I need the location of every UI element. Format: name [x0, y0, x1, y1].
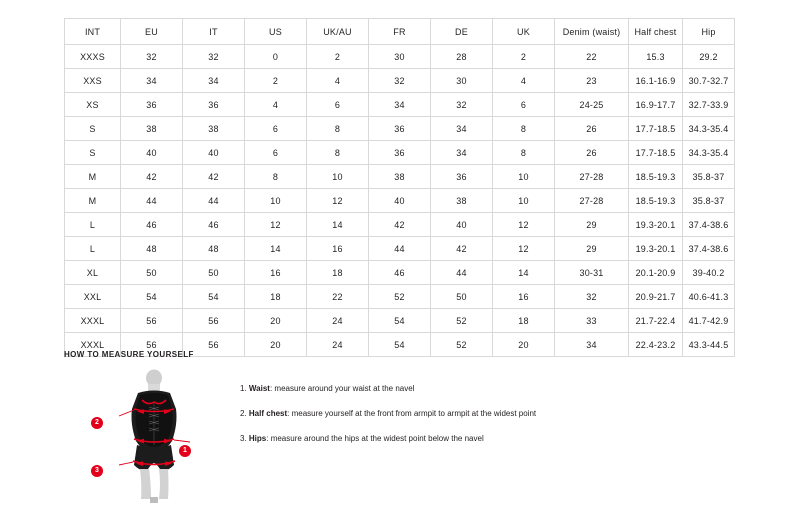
- cell-denim-waist: 26: [555, 117, 629, 141]
- measure-notes: [240, 369, 536, 458]
- cell-de: 52: [431, 333, 493, 357]
- cell-hip: 43.3-44.5: [683, 333, 735, 357]
- cell-denim-waist: 26: [555, 141, 629, 165]
- cell-uk-au: 4: [307, 69, 369, 93]
- mannequin-illustration: [104, 369, 204, 504]
- cell-de: 42: [431, 237, 493, 261]
- badge-3-hips: 3: [91, 465, 103, 477]
- cell-uk-au: 6: [307, 93, 369, 117]
- column-header-half-chest: Half chest: [629, 19, 683, 45]
- cell-int: XXL: [65, 285, 121, 309]
- cell-eu: 56: [121, 309, 183, 333]
- cell-uk: 8: [493, 141, 555, 165]
- cell-us: 6: [245, 117, 307, 141]
- cell-fr: 34: [369, 93, 431, 117]
- cell-uk-au: 24: [307, 333, 369, 357]
- table-row: [65, 285, 735, 309]
- cell-eu: 36: [121, 93, 183, 117]
- table-header-row: [65, 19, 735, 45]
- cell-de: 34: [431, 141, 493, 165]
- cell-it: 40: [183, 141, 245, 165]
- cell-eu: 46: [121, 213, 183, 237]
- cell-it: 34: [183, 69, 245, 93]
- cell-uk: 2: [493, 45, 555, 69]
- column-header-de: DE: [431, 19, 493, 45]
- cell-fr: 42: [369, 213, 431, 237]
- cell-uk-au: 24: [307, 309, 369, 333]
- table-row: [65, 189, 735, 213]
- cell-eu: 38: [121, 117, 183, 141]
- cell-int: M: [65, 165, 121, 189]
- badge-2-half-chest: 2: [91, 417, 103, 429]
- cell-us: 18: [245, 285, 307, 309]
- cell-hip: 34.3-35.4: [683, 141, 735, 165]
- column-header-uk-au: UK/AU: [307, 19, 369, 45]
- cell-denim-waist: 29: [555, 237, 629, 261]
- cell-uk: 12: [493, 237, 555, 261]
- cell-denim-waist: 33: [555, 309, 629, 333]
- cell-it: 44: [183, 189, 245, 213]
- cell-int: XXXL: [65, 333, 121, 357]
- cell-int: M: [65, 189, 121, 213]
- cell-hip: 34.3-35.4: [683, 117, 735, 141]
- cell-hip: 29.2: [683, 45, 735, 69]
- cell-uk-au: 16: [307, 237, 369, 261]
- cell-eu: 32: [121, 45, 183, 69]
- cell-de: 40: [431, 213, 493, 237]
- cell-it: 50: [183, 261, 245, 285]
- cell-hip: 39-40.2: [683, 261, 735, 285]
- cell-fr: 54: [369, 333, 431, 357]
- cell-int: S: [65, 117, 121, 141]
- cell-uk-au: 18: [307, 261, 369, 285]
- cell-eu: 56: [121, 333, 183, 357]
- size-table-body: [65, 45, 735, 357]
- table-row: [65, 93, 735, 117]
- cell-us: 16: [245, 261, 307, 285]
- cell-uk-au: 12: [307, 189, 369, 213]
- cell-it: 46: [183, 213, 245, 237]
- cell-it: 48: [183, 237, 245, 261]
- cell-fr: 38: [369, 165, 431, 189]
- cell-de: 50: [431, 285, 493, 309]
- cell-fr: 30: [369, 45, 431, 69]
- table-row: [65, 165, 735, 189]
- cell-int: L: [65, 237, 121, 261]
- cell-denim-waist: 22: [555, 45, 629, 69]
- cell-de: 38: [431, 189, 493, 213]
- table-row: [65, 69, 735, 93]
- cell-fr: 46: [369, 261, 431, 285]
- cell-denim-waist: 27-28: [555, 165, 629, 189]
- cell-denim-waist: 30-31: [555, 261, 629, 285]
- note-index: 2.: [240, 409, 247, 418]
- cell-us: 2: [245, 69, 307, 93]
- cell-half-chest: 18.5-19.3: [629, 165, 683, 189]
- cell-int: XXS: [65, 69, 121, 93]
- cell-int: XXXL: [65, 309, 121, 333]
- cell-eu: 48: [121, 237, 183, 261]
- cell-half-chest: 19.3-20.1: [629, 237, 683, 261]
- cell-uk: 12: [493, 213, 555, 237]
- cell-half-chest: 19.3-20.1: [629, 213, 683, 237]
- note-term: Hips: [248, 434, 267, 443]
- cell-int: XS: [65, 93, 121, 117]
- cell-fr: 52: [369, 285, 431, 309]
- cell-denim-waist: 34: [555, 333, 629, 357]
- cell-us: 4: [245, 93, 307, 117]
- cell-de: 34: [431, 117, 493, 141]
- cell-uk: 18: [493, 309, 555, 333]
- table-row: [65, 261, 735, 285]
- size-table-header: [65, 19, 735, 45]
- cell-de: 52: [431, 309, 493, 333]
- measure-body: [64, 369, 744, 504]
- cell-uk-au: 8: [307, 117, 369, 141]
- cell-hip: 32.7-33.9: [683, 93, 735, 117]
- column-header-int: INT: [65, 19, 121, 45]
- cell-uk: 10: [493, 165, 555, 189]
- cell-hip: 37.4-38.6: [683, 213, 735, 237]
- cell-it: 32: [183, 45, 245, 69]
- cell-it: 38: [183, 117, 245, 141]
- cell-uk-au: 2: [307, 45, 369, 69]
- cell-half-chest: 15.3: [629, 45, 683, 69]
- cell-us: 20: [245, 309, 307, 333]
- cell-uk: 20: [493, 333, 555, 357]
- cell-hip: 30.7-32.7: [683, 69, 735, 93]
- cell-denim-waist: 24-25: [555, 93, 629, 117]
- note-text: : measure around your waist at the navel: [269, 384, 415, 393]
- cell-it: 56: [183, 333, 245, 357]
- cell-fr: 36: [369, 141, 431, 165]
- cell-us: 14: [245, 237, 307, 261]
- table-row: [65, 141, 735, 165]
- cell-de: 36: [431, 165, 493, 189]
- cell-half-chest: 20.9-21.7: [629, 285, 683, 309]
- table-row: [65, 45, 735, 69]
- cell-it: 54: [183, 285, 245, 309]
- cell-int: XXXS: [65, 45, 121, 69]
- cell-half-chest: 20.1-20.9: [629, 261, 683, 285]
- column-header-hip: Hip: [683, 19, 735, 45]
- size-table: [64, 18, 735, 357]
- cell-hip: 35.8-37: [683, 189, 735, 213]
- cell-it: 42: [183, 165, 245, 189]
- cell-fr: 32: [369, 69, 431, 93]
- cell-us: 12: [245, 213, 307, 237]
- cell-denim-waist: 32: [555, 285, 629, 309]
- note-index: 3.: [240, 434, 247, 443]
- cell-uk: 16: [493, 285, 555, 309]
- column-header-eu: EU: [121, 19, 183, 45]
- cell-eu: 42: [121, 165, 183, 189]
- size-table-container: [64, 18, 734, 357]
- cell-half-chest: 18.5-19.3: [629, 189, 683, 213]
- how-to-measure-section: [64, 350, 744, 504]
- cell-eu: 40: [121, 141, 183, 165]
- cell-denim-waist: 23: [555, 69, 629, 93]
- note-text: : measure around the hips at the widest point below the navel: [266, 434, 484, 443]
- cell-us: 0: [245, 45, 307, 69]
- cell-int: L: [65, 213, 121, 237]
- cell-uk: 14: [493, 261, 555, 285]
- table-row: [65, 213, 735, 237]
- cell-it: 36: [183, 93, 245, 117]
- table-row: [65, 117, 735, 141]
- cell-fr: 36: [369, 117, 431, 141]
- note-term: Waist: [248, 384, 270, 393]
- cell-eu: 54: [121, 285, 183, 309]
- cell-it: 56: [183, 309, 245, 333]
- cell-half-chest: 22.4-23.2: [629, 333, 683, 357]
- cell-us: 20: [245, 333, 307, 357]
- cell-de: 30: [431, 69, 493, 93]
- column-header-it: IT: [183, 19, 245, 45]
- cell-hip: 35.8-37: [683, 165, 735, 189]
- table-row: [65, 237, 735, 261]
- cell-uk-au: 14: [307, 213, 369, 237]
- cell-uk: 10: [493, 189, 555, 213]
- cell-uk: 6: [493, 93, 555, 117]
- mannequin-figure-area: [90, 369, 220, 504]
- cell-de: 28: [431, 45, 493, 69]
- note-text: : measure yourself at the front from armpit to armpit at the widest point: [287, 409, 537, 418]
- cell-int: XL: [65, 261, 121, 285]
- cell-eu: 44: [121, 189, 183, 213]
- cell-half-chest: 17.7-18.5: [629, 117, 683, 141]
- cell-uk-au: 22: [307, 285, 369, 309]
- column-header-us: US: [245, 19, 307, 45]
- measure-note-hips: [240, 433, 536, 445]
- cell-us: 8: [245, 165, 307, 189]
- measure-note-half-chest: [240, 408, 536, 420]
- cell-eu: 34: [121, 69, 183, 93]
- cell-us: 10: [245, 189, 307, 213]
- cell-half-chest: 16.1-16.9: [629, 69, 683, 93]
- cell-fr: 40: [369, 189, 431, 213]
- cell-uk: 8: [493, 117, 555, 141]
- section-title: HOW TO MEASURE YOURSELF: [64, 350, 194, 359]
- column-header-denim-waist: Denim (waist): [555, 19, 629, 45]
- note-term: Half chest: [248, 409, 288, 418]
- cell-int: S: [65, 141, 121, 165]
- cell-half-chest: 21.7-22.4: [629, 309, 683, 333]
- cell-denim-waist: 27-28: [555, 189, 629, 213]
- cell-half-chest: 16.9-17.7: [629, 93, 683, 117]
- table-row: [65, 309, 735, 333]
- cell-hip: 37.4-38.6: [683, 237, 735, 261]
- cell-hip: 40.6-41.3: [683, 285, 735, 309]
- column-header-uk: UK: [493, 19, 555, 45]
- cell-uk-au: 8: [307, 141, 369, 165]
- cell-eu: 50: [121, 261, 183, 285]
- cell-half-chest: 17.7-18.5: [629, 141, 683, 165]
- cell-de: 32: [431, 93, 493, 117]
- cell-denim-waist: 29: [555, 213, 629, 237]
- note-index: 1.: [240, 384, 247, 393]
- cell-fr: 44: [369, 237, 431, 261]
- measure-note-waist: [240, 383, 536, 395]
- cell-uk-au: 10: [307, 165, 369, 189]
- badge-1-waist: 1: [179, 445, 191, 457]
- cell-us: 6: [245, 141, 307, 165]
- cell-hip: 41.7-42.9: [683, 309, 735, 333]
- cell-de: 44: [431, 261, 493, 285]
- cell-fr: 54: [369, 309, 431, 333]
- cell-uk: 4: [493, 69, 555, 93]
- column-header-fr: FR: [369, 19, 431, 45]
